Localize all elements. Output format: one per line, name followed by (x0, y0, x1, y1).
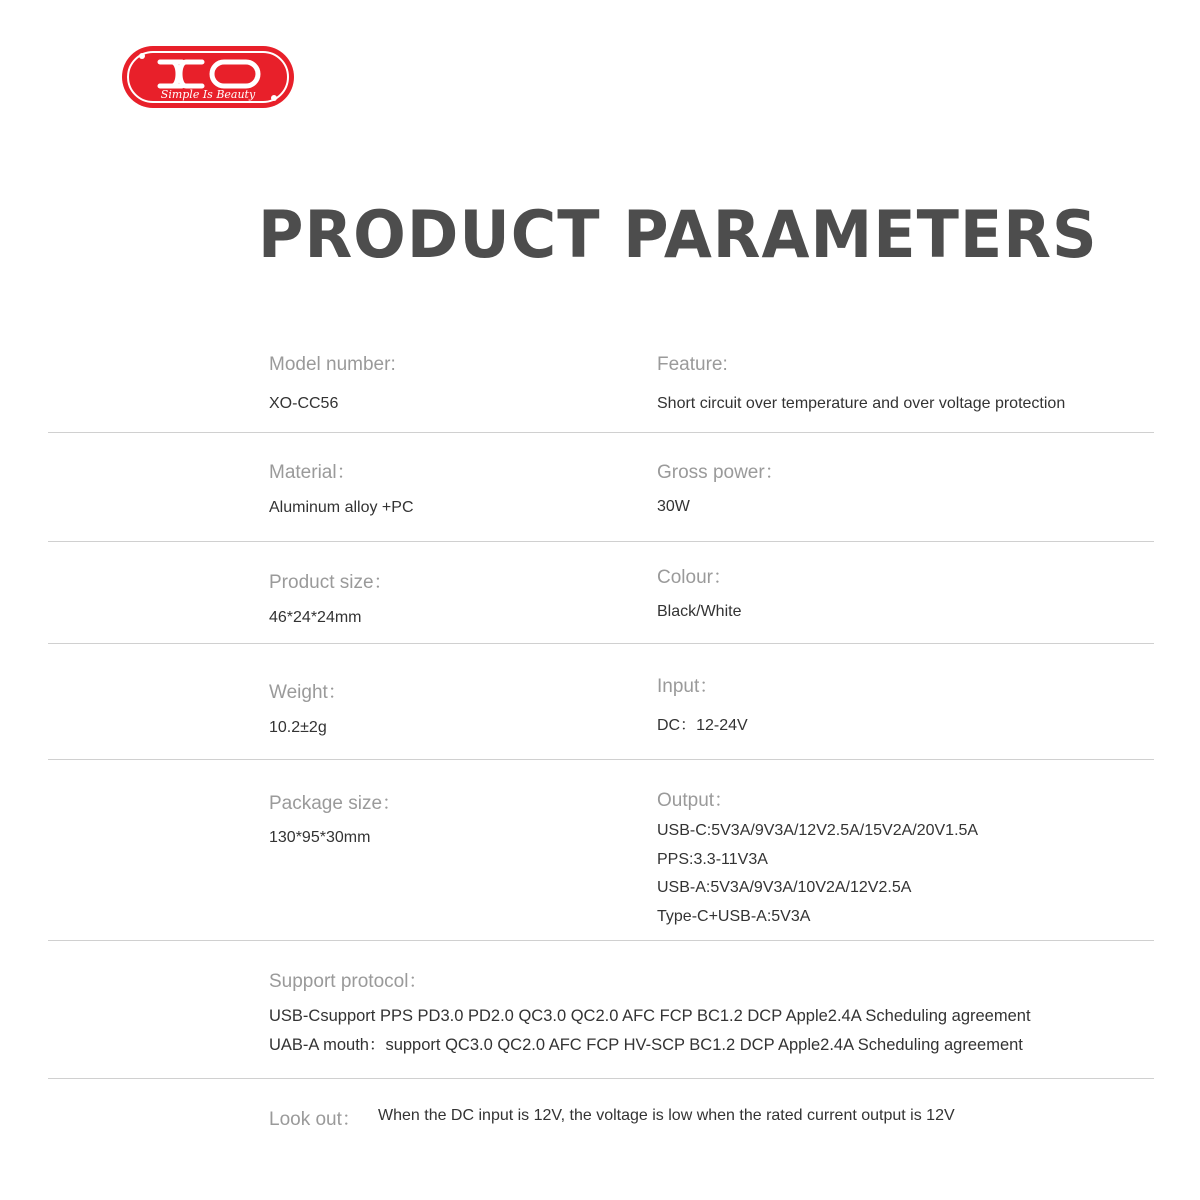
protocol-line: USB-Csupport PPS PD3.0 PD2.0 QC3.0 QC2.0 AFC FCP BC1.2 DCP Apple2.4A Scheduling agreement (269, 1007, 1031, 1025)
package-size-value: 130*95*30mm (269, 829, 371, 846)
product-size-label: Product size： (269, 572, 393, 593)
material-label: Material： (269, 462, 356, 483)
brand-logo (120, 44, 296, 110)
xo-logo-icon (120, 44, 296, 110)
output-line: USB-A:5V3A/9V3A/10V2A/12V2.5A (657, 879, 912, 896)
weight-label: Weight： (269, 682, 347, 703)
gross-power-label: Gross power： (657, 462, 784, 483)
product-size-value: 46*24*24mm (269, 609, 362, 626)
page-title: PRODUCT PARAMETERS (258, 196, 1098, 273)
support-protocol-values (269, 1002, 1031, 1059)
divider (48, 1078, 1154, 1079)
support-protocol-label: Support protocol： (269, 971, 428, 992)
model-number-value: XO-CC56 (269, 395, 339, 412)
protocol-line: UAB-A mouth：support QC3.0 QC2.0 AFC FCP HV-SCP BC1.2 DCP Apple2.4A Scheduling agreement (269, 1035, 1023, 1054)
colour-label: Colour： (657, 567, 732, 588)
output-line: USB-C:5V3A/9V3A/12V2.5A/15V2A/20V1.5A (657, 822, 979, 839)
divider (48, 759, 1154, 760)
weight-value: 10.2±2g (269, 719, 327, 736)
model-number-label: Model number: (269, 354, 396, 375)
gross-power-value: 30W (657, 498, 690, 515)
colour-value: Black/White (657, 603, 742, 620)
input-value: DC：12-24V (657, 717, 748, 734)
input-label: Input： (657, 676, 719, 697)
output-line: PPS:3.3-11V3A (657, 850, 768, 868)
feature-value: Short circuit over temperature and over voltage protection (657, 395, 1066, 412)
package-size-label: Package size： (269, 793, 402, 814)
material-value: Aluminum alloy +PC (269, 499, 414, 516)
divider (48, 643, 1154, 644)
output-values (657, 817, 978, 931)
divider (48, 940, 1154, 941)
brand-tagline: Simple Is Beauty (160, 88, 256, 101)
output-label: Output： (657, 790, 734, 811)
divider (48, 432, 1154, 433)
feature-label: Feature: (657, 354, 728, 375)
look-out-label: Look out： (269, 1109, 361, 1130)
look-out-text: When the DC input is 12V, the voltage is low when the rated current output is 12V (378, 1107, 955, 1124)
output-line: Type-C+USB-A:5V3A (657, 907, 811, 925)
divider (48, 541, 1154, 542)
